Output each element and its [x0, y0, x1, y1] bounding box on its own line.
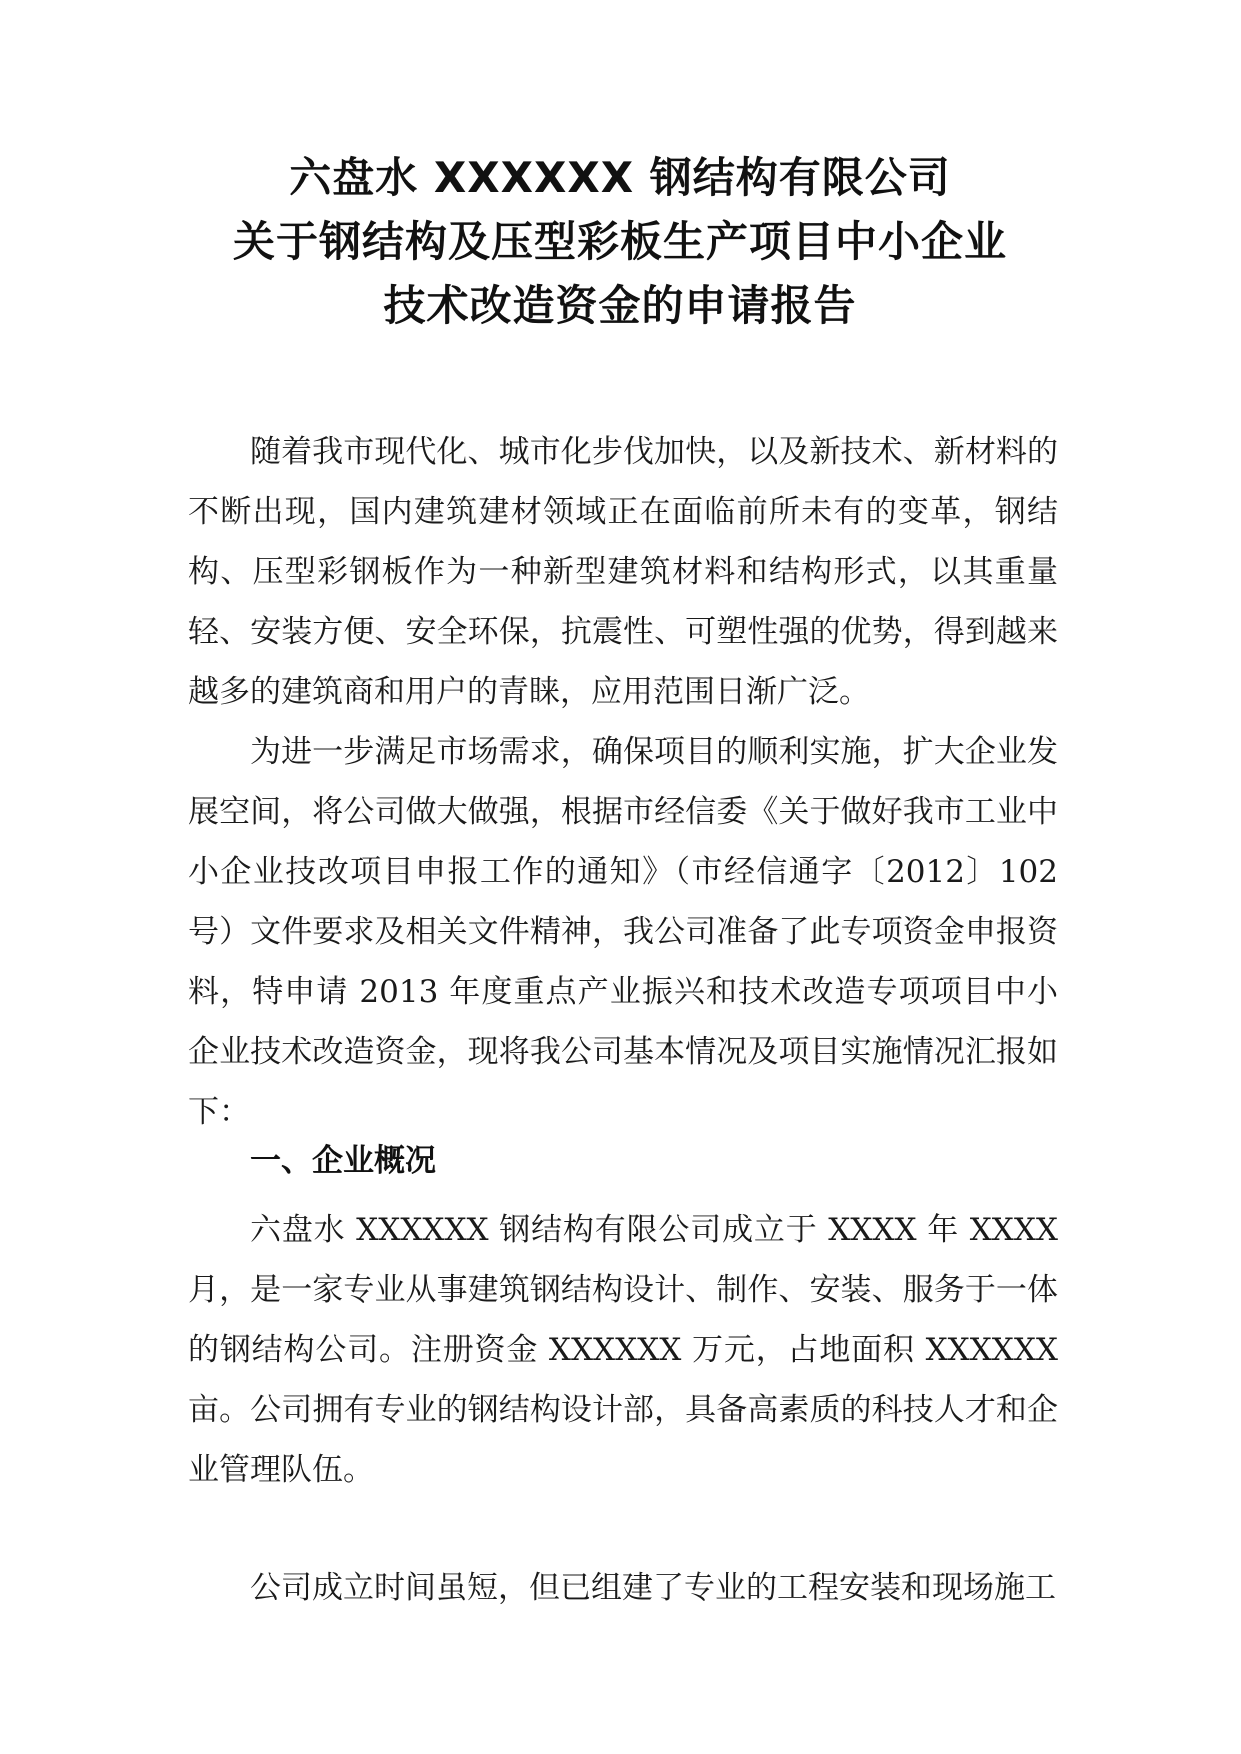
title-line-company: 六盘水 XXXXXX 钢结构有限公司 — [289, 153, 951, 202]
intro-paragraph-application: 为进一步满足市场需求，确保项目的顺利实施，扩大企业发展空间，将公司做大做强，根据市经信委《关于做好我市工业中小企业技改项目申报工作的通知》（市经信通字〔2012〕102 号）文件要求及相关文件精神，我公司准备了此专项资金申报资料，特申请 2013 年度重点产业振兴和技术改造专项项目中小企业技术改造资金，现将我公司基本情况及项目实施情况汇报如下： — [188, 734, 1058, 1130]
section-heading-company-overview: 一、企业概况 — [250, 1143, 436, 1179]
title-line-report: 技术改造资金的申请报告 — [383, 281, 857, 330]
report-title — [180, 150, 1060, 342]
company-team-paragraph: 公司成立时间虽短，但已组建了专业的工程安装和现场施工 — [250, 1570, 1056, 1606]
intro-paragraph-market: 随着我市现代化、城市化步伐加快，以及新技术、新材料的不断出现，国内建筑建材领域正在面临前所未有的变革，钢结构、压型彩钢板作为一种新型建筑材料和结构形式，以其重量轻、安装方便、安全环保，抗震性、可塑性强的优势，得到越来越多的建筑商和用户的青睐，应用范围日渐广泛。 — [188, 434, 1058, 710]
title-line-subject: 关于钢结构及压型彩板生产项目中小企业 — [232, 217, 1007, 266]
company-overview-paragraph: 六盘水 XXXXXX 钢结构有限公司成立于 XXXX 年 XXXX 月，是一家专业从事建筑钢结构设计、制作、安装、服务于一体的钢结构公司。注册资金 XXXXXX 万元，占地面积 XXXXXX 亩。公司拥有专业的钢结构设计部，具备高素质的科技人才和企业管理队伍。 — [188, 1212, 1058, 1488]
